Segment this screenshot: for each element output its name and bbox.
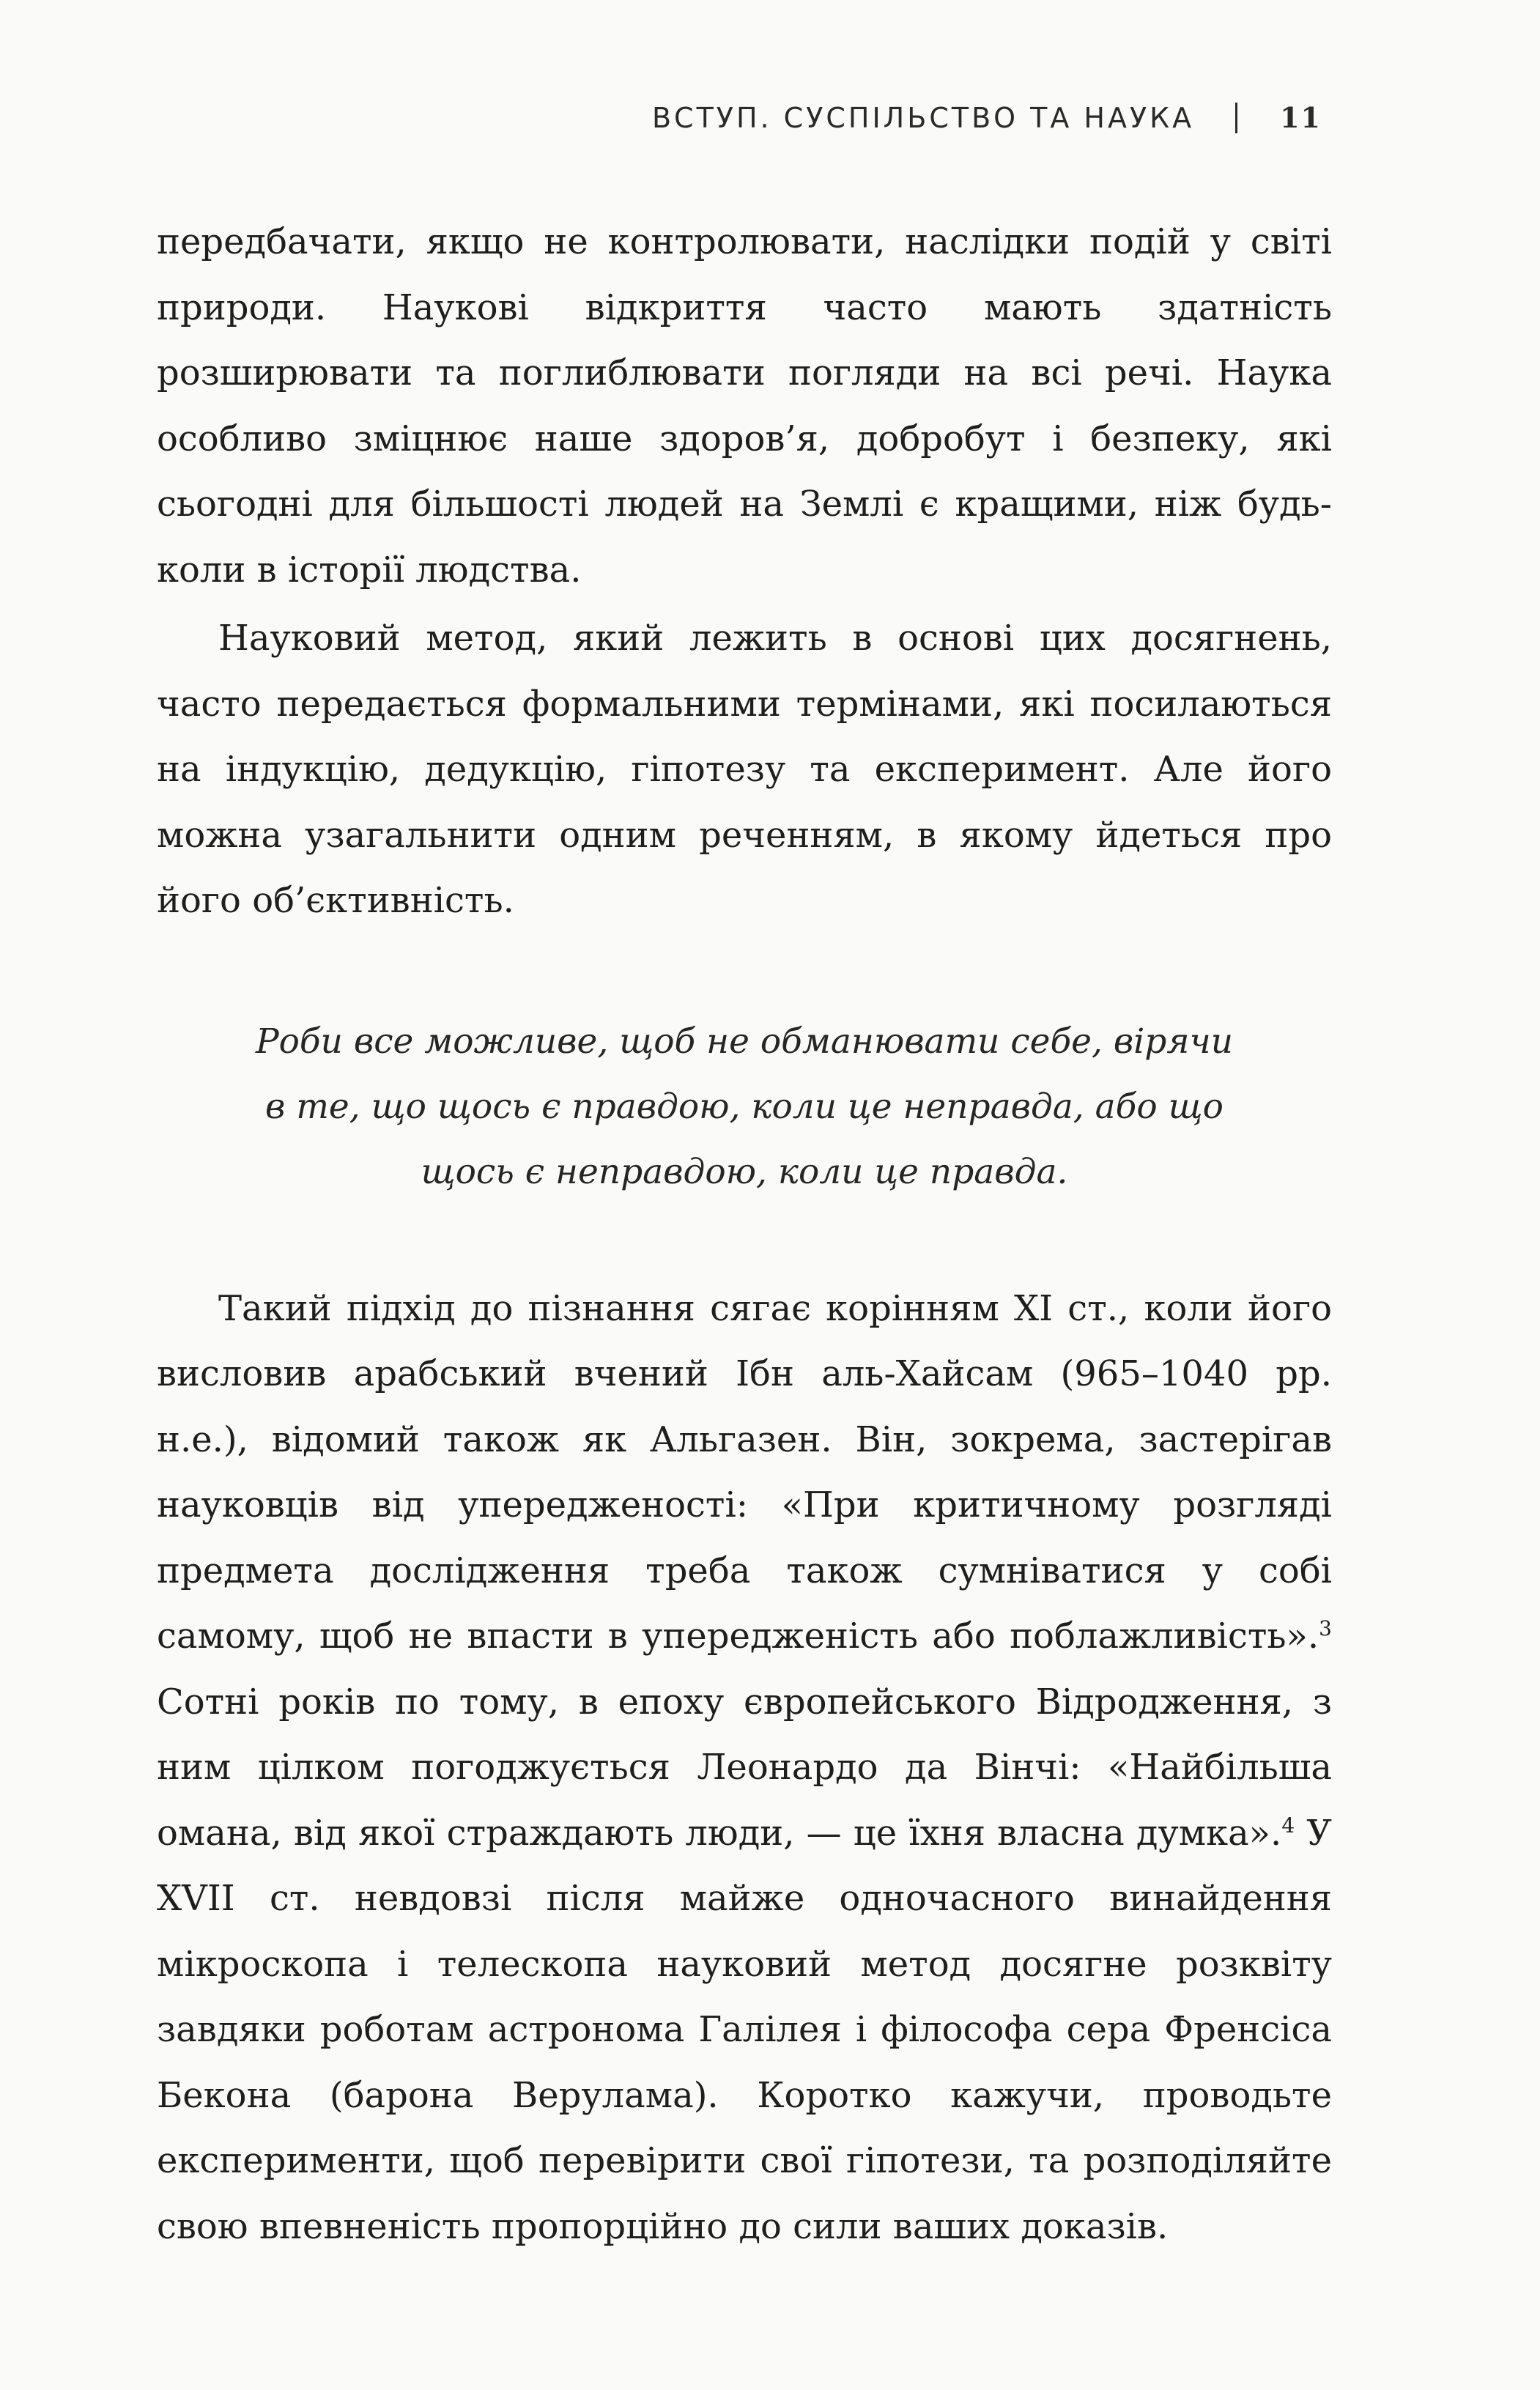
paragraph-3-part-3: У XVII ст. невдовзі після майже одночасного винайдення мікроскопа і телескопа науковий метод досягне розквіту завдяки роботам астронома Галілея і філософа сера Френсіса Бекона (барона Верулама). Коротко кажучи, проводьте експерименти, щоб перевірити свої гіпотези, та розподіляйте свою впевненість пропорційно до сили ваших доказів.	[157, 1812, 1332, 2247]
footnote-ref-3[interactable]: 3	[1319, 1616, 1332, 1640]
paragraph-1: передбачати, якщо не контролювати, наслідки подій у світі природи. Наукові відкриття часто мають здатність розширювати та поглиблювати погляди на всі речі. Наука особливо зміцнює наше здоров’я, добробут і безпеку, які сьогодні для більшості людей на Землі є кращими, ніж будь-коли в історії людства.	[157, 221, 1332, 591]
paragraph-3-part-2: Сотні років по тому, в епоху європейського Відродження, з ним цілком погоджується Леонардо да Вінчі: «Найбільша омана, від якої страждають люди, — це їхня власна думка».	[157, 1681, 1332, 1854]
chapter-title: ВСТУП. СУСПІЛЬСТВО ТА НАУКА	[651, 101, 1195, 134]
quote-line-1: Роби все можливе, щоб не обманювати себе, вірячи	[256, 1021, 1233, 1062]
running-head	[652, 101, 1322, 134]
quote-line-2: в те, що щось є правдою, коли це неправда, або що	[265, 1086, 1224, 1127]
block-quote	[186, 1009, 1303, 1205]
quote-line-3: щось є неправдою, коли це правда.	[421, 1151, 1068, 1192]
header-separator	[1235, 103, 1237, 133]
paragraph-2: Науковий метод, який лежить в основі цих досягнень, часто передається формальними термінами, які посилаються на індукцію, дедукцію, гіпотезу та експеримент. Але його можна узагальнити одним реченням, в якому йдеться про його об’єктивність.	[157, 618, 1332, 921]
body-text	[157, 210, 1332, 2260]
footnote-ref-4[interactable]: 4	[1281, 1813, 1295, 1838]
paragraph-3-part-1: Такий підхід до пізнання сягає корінням XI ст., коли його висловив арабський вчений Ібн аль-Хайсам (965–1040 рр. н.е.), відомий також як Альгазен. Він, зокрема, застерігав науковців від упередженості: «При критичному розгляді предмета дослідження треба також сумніватися у собі самому, щоб не впасти в упередженість або поблажливість».	[157, 1287, 1332, 1657]
paragraph-3	[157, 1276, 1332, 2260]
page-number: 11	[1280, 101, 1322, 134]
